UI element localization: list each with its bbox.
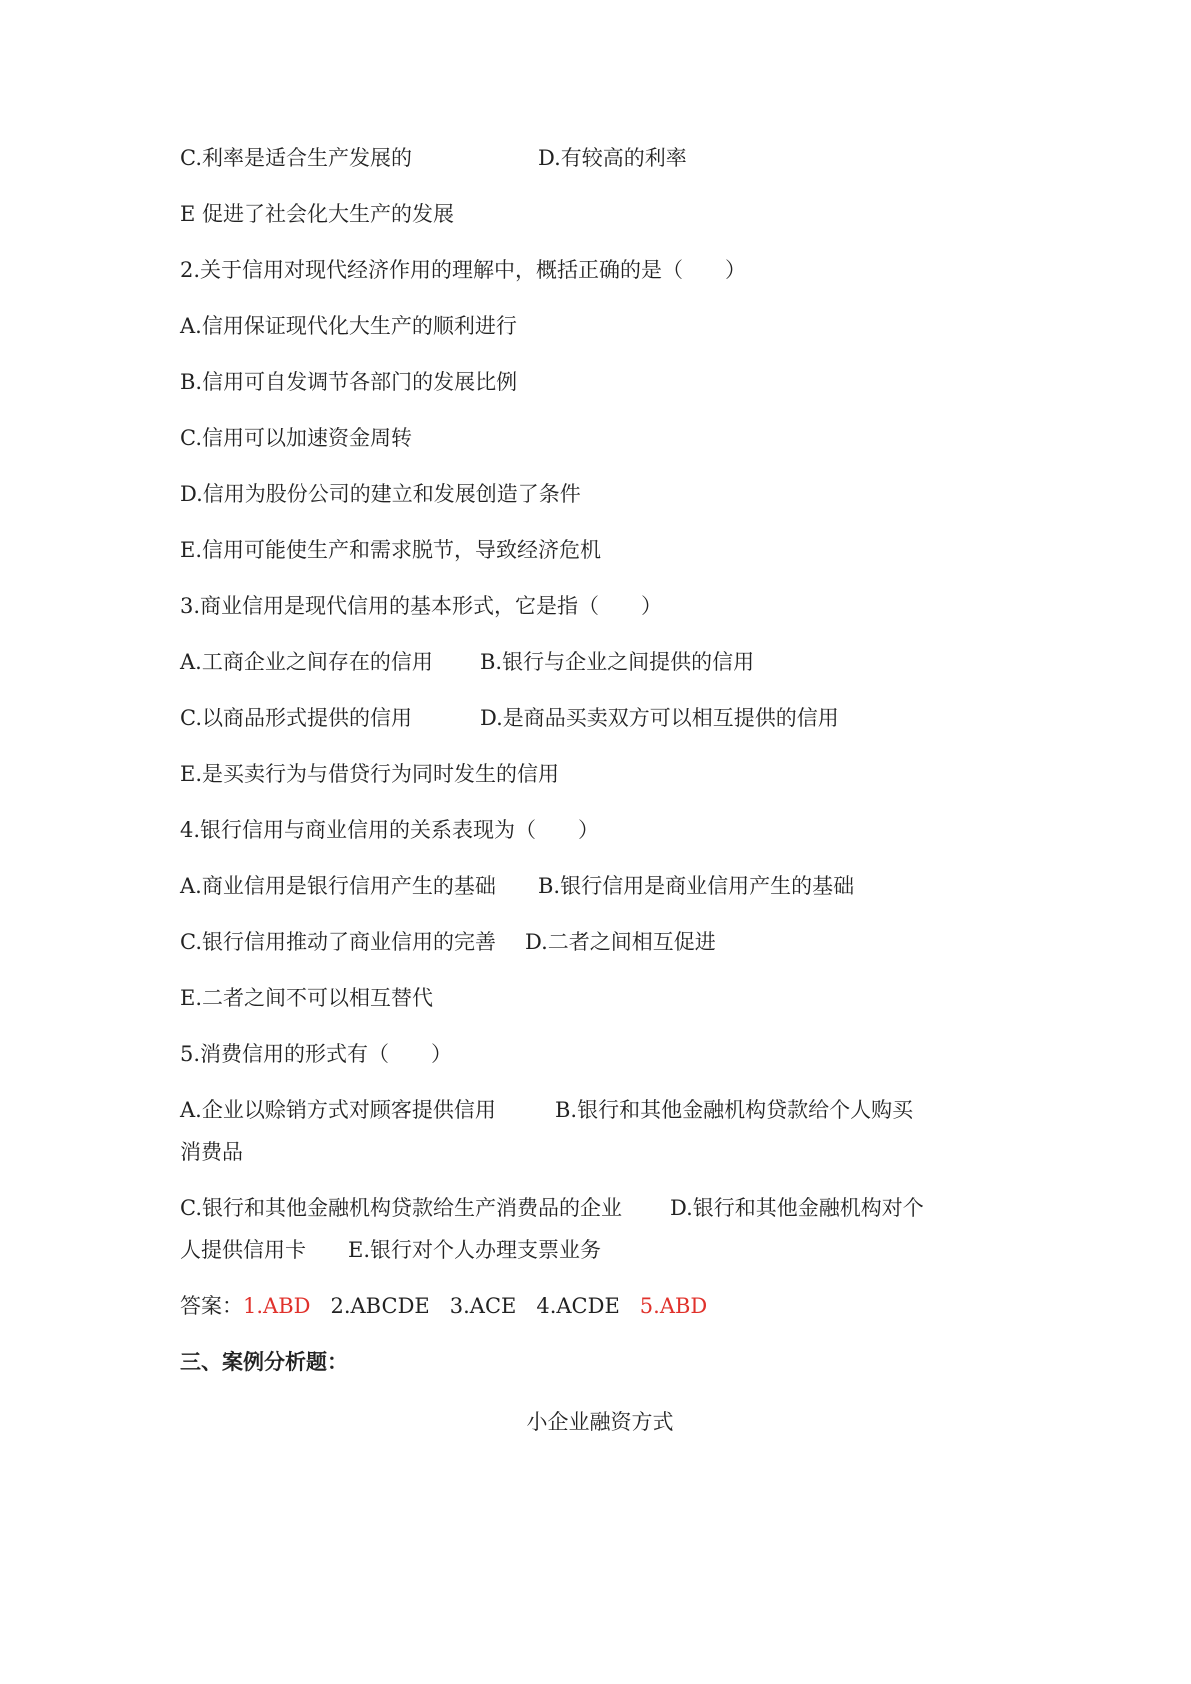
q5-option-cd-row bbox=[180, 1196, 924, 1220]
q5-option-b-continued: 消费品 bbox=[180, 1140, 243, 1164]
answer-row bbox=[180, 1294, 707, 1318]
q3-option-a: A.工商企业之间存在的信用 bbox=[180, 650, 433, 674]
q1-option-c-row bbox=[180, 146, 687, 170]
q1-option-d: D.有较高的利率 bbox=[538, 146, 687, 170]
answer-3: 3.ACE bbox=[449, 1294, 517, 1318]
answer-1: 1.ABD bbox=[243, 1294, 311, 1318]
q3-option-cd-row bbox=[180, 706, 839, 730]
q3-option-c: C.以商品形式提供的信用 bbox=[180, 706, 412, 730]
q5-option-b: B.银行和其他金融机构贷款给个人购买 bbox=[555, 1098, 914, 1122]
q2-stem: 2.关于信用对现代经济作用的理解中，概括正确的是（ ） bbox=[180, 258, 747, 282]
q4-option-d: D.二者之间相互促进 bbox=[525, 930, 716, 954]
section-heading: 三、案例分析题： bbox=[180, 1350, 348, 1374]
q2-option-a: A.信用保证现代化大生产的顺利进行 bbox=[180, 314, 517, 338]
q5-option-a: A.企业以赊销方式对顾客提供信用 bbox=[180, 1098, 496, 1122]
q5-stem: 5.消费信用的形式有（ ） bbox=[180, 1042, 453, 1066]
q5-option-de-row bbox=[180, 1238, 602, 1262]
case-title: 小企业融资方式 bbox=[526, 1410, 674, 1434]
q5-option-d-continued: 人提供信用卡 bbox=[180, 1238, 306, 1262]
q4-option-a: A.商业信用是银行信用产生的基础 bbox=[180, 874, 496, 898]
q1-option-e: E 促进了社会化大生产的发展 bbox=[180, 202, 455, 226]
q3-option-e: E.是买卖行为与借贷行为同时发生的信用 bbox=[180, 762, 560, 786]
q3-stem: 3.商业信用是现代信用的基本形式，它是指（ ） bbox=[180, 594, 663, 618]
q3-option-ab-row bbox=[180, 650, 755, 674]
q4-option-cd-row bbox=[180, 930, 716, 954]
q1-option-c: C.利率是适合生产发展的 bbox=[180, 146, 412, 170]
q4-stem: 4.银行信用与商业信用的关系表现为（ ） bbox=[180, 818, 600, 842]
q2-option-b: B.信用可自发调节各部门的发展比例 bbox=[180, 370, 518, 394]
q5-option-e: E.银行对个人办理支票业务 bbox=[348, 1238, 602, 1262]
q5-option-ab-row bbox=[180, 1098, 914, 1122]
q3-option-d: D.是商品买卖双方可以相互提供的信用 bbox=[480, 706, 839, 730]
q4-option-b: B.银行信用是商业信用产生的基础 bbox=[538, 874, 855, 898]
q4-option-c: C.银行信用推动了商业信用的完善 bbox=[180, 930, 496, 954]
q4-option-ab-row bbox=[180, 874, 855, 898]
answer-2: 2.ABCDE bbox=[330, 1294, 430, 1318]
q2-option-d: D.信用为股份公司的建立和发展创造了条件 bbox=[180, 482, 581, 506]
answer-label: 答案： bbox=[180, 1294, 243, 1318]
q5-option-c: C.银行和其他金融机构贷款给生产消费品的企业 bbox=[180, 1196, 622, 1220]
q2-option-c: C.信用可以加速资金周转 bbox=[180, 426, 412, 450]
answer-4: 4.ACDE bbox=[536, 1294, 620, 1318]
q4-option-e: E.二者之间不可以相互替代 bbox=[180, 986, 434, 1010]
q5-option-d: D.银行和其他金融机构对个 bbox=[670, 1196, 924, 1220]
q2-option-e: E.信用可能使生产和需求脱节，导致经济危机 bbox=[180, 538, 602, 562]
q3-option-b: B.银行与企业之间提供的信用 bbox=[480, 650, 755, 674]
answer-5: 5.ABD bbox=[639, 1294, 708, 1318]
